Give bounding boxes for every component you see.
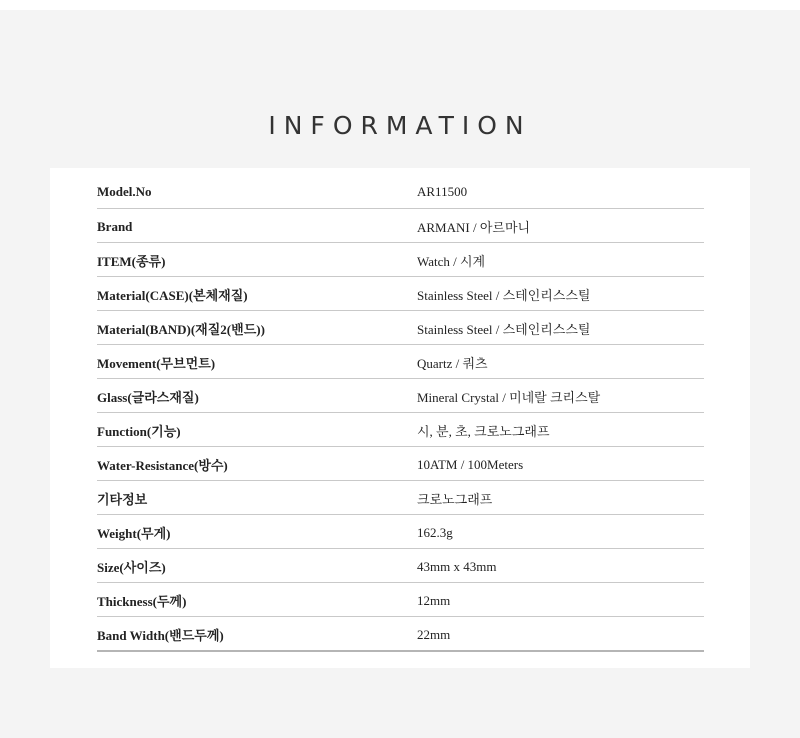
spec-card [50,168,750,668]
spec-value: AR11500 [417,184,468,199]
spec-row-band-width [97,616,704,650]
spec-row-item [97,242,704,276]
spec-row-other-info [97,480,704,514]
spec-row-thickness [97,582,704,616]
spec-row-glass [97,378,704,412]
spec-label: Weight(무게) [97,526,171,541]
spec-label: 기타정보 [97,492,148,507]
spec-value: 크로노그래프 [417,492,493,507]
spec-label: Size(사이즈) [97,560,166,575]
spec-value: 12mm [417,592,451,608]
spec-row-movement [97,344,704,378]
spec-row-water-resistance [97,446,704,480]
spec-value: Quartz / 쿼츠 [417,356,488,371]
spec-value: Stainless Steel / 스테인리스스틸 [417,288,591,303]
spec-row-weight [97,514,704,548]
page-title: INFORMATION [268,110,532,140]
spec-label: Glass(글라스재질) [97,390,199,405]
spec-label: ITEM(종류) [97,254,166,269]
spec-label: Function(기능) [97,424,181,439]
spec-row-case-material [97,276,704,310]
spec-label: Thickness(두께) [97,594,187,609]
spec-value: Mineral Crystal / 미네랄 크리스탈 [417,390,601,405]
spec-row-band-material [97,310,704,344]
spec-label: Band Width(밴드두께) [97,628,224,643]
spec-row-brand [97,208,704,242]
spec-label: Water-Resistance(방수) [97,458,228,473]
spec-label: Model.No [97,184,152,199]
spec-value: 162.3g [417,524,453,540]
spec-value: Watch / 시계 [417,254,486,269]
background-panel [0,10,800,738]
spec-row-function [97,412,704,446]
spec-value: 43mm x 43mm [417,558,497,574]
spec-label: Material(CASE)(본체재질) [97,288,248,303]
spec-row-size [97,548,704,582]
spec-table [97,174,704,652]
spec-value: 22mm [417,626,451,642]
spec-label: Movement(무브먼트) [97,356,216,371]
spec-label: Material(BAND)(재질2(밴드)) [97,322,265,337]
spec-value: ARMANI / 아르마니 [417,220,531,235]
spec-value: 10ATM / 100Meters [417,456,524,472]
spec-row-model [97,174,704,208]
spec-label: Brand [97,218,133,234]
spec-value: 시, 분, 초, 크로노그래프 [417,424,550,439]
spec-value: Stainless Steel / 스테인리스스틸 [417,322,591,337]
